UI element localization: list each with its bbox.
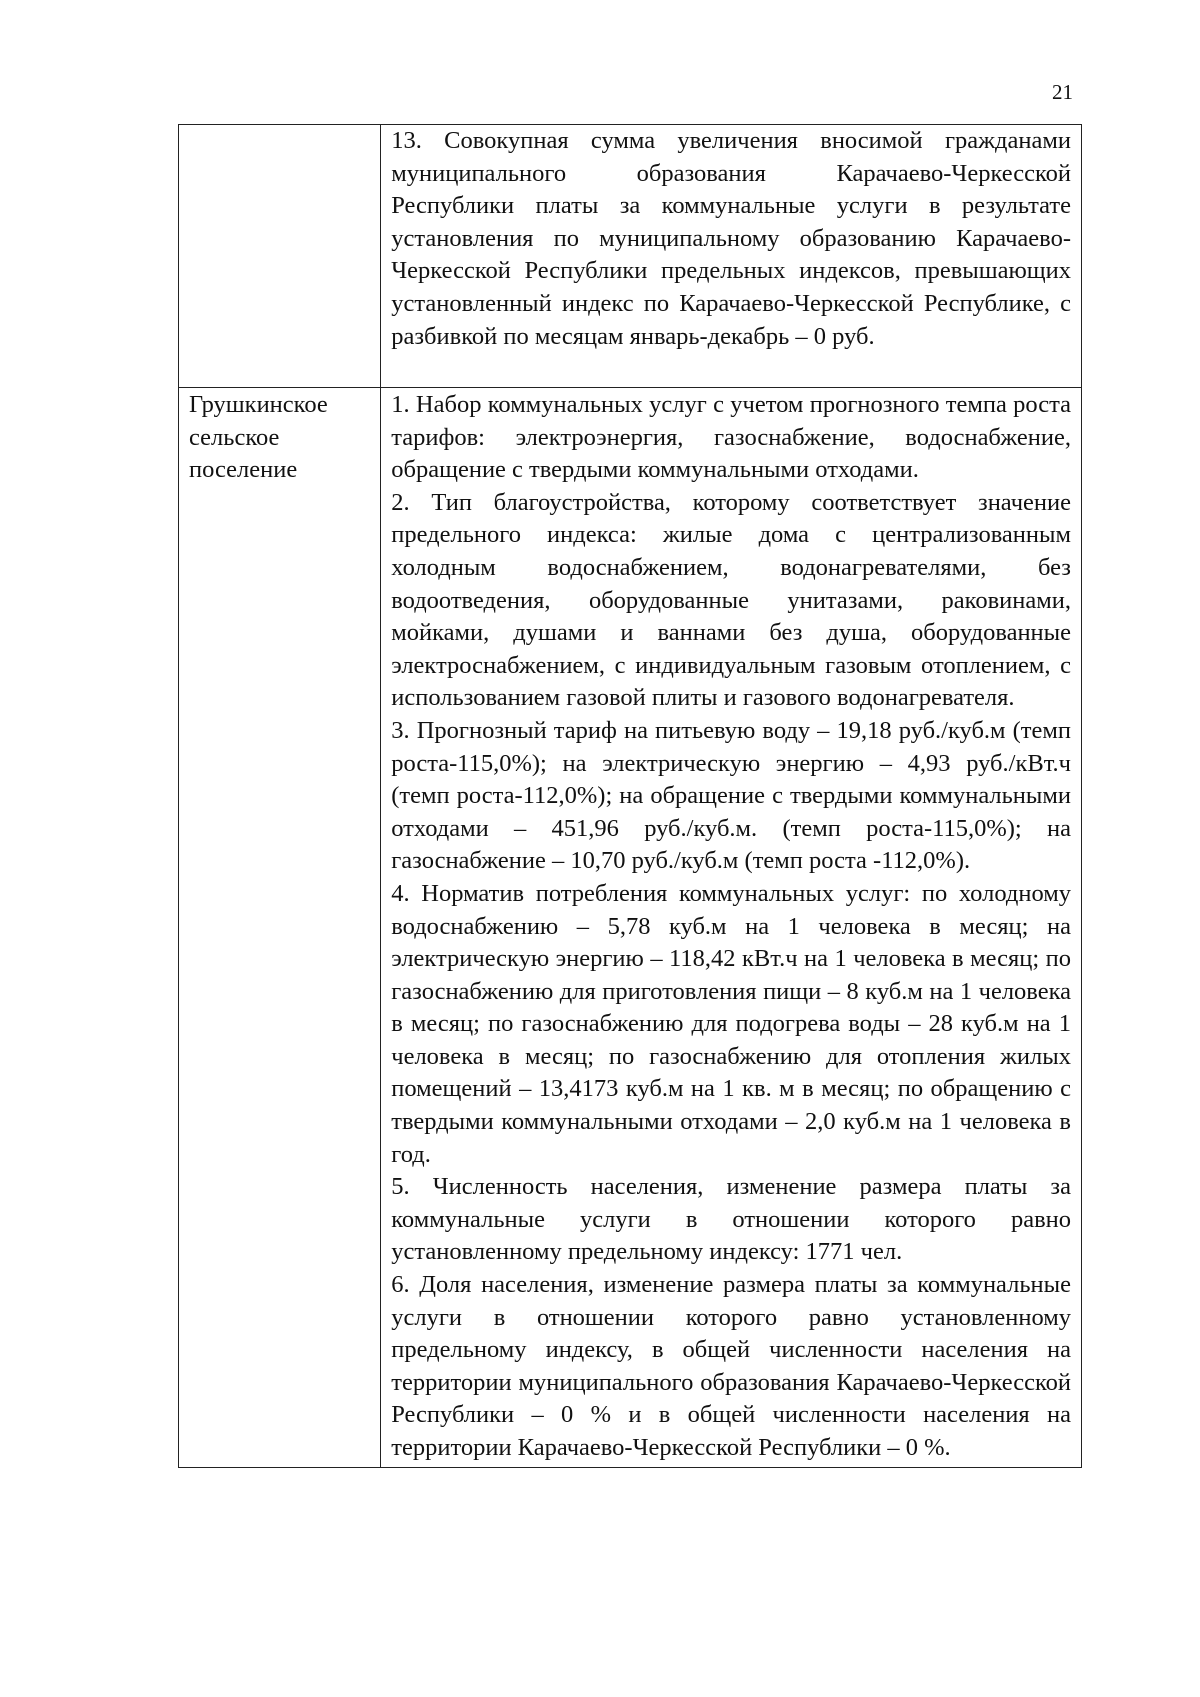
municipality-cell: Грушкинское сельское поселение [179,388,381,1468]
table-row [179,125,1082,388]
paragraph-5: 5. Численность населения, изменение размера платы за коммунальные услуги в отношении которого равно установленному предельному индексу: 1771 чел. [391,1173,1071,1266]
municipality-cell [179,125,381,388]
paragraph-4: 4. Норматив потребления коммунальных услуг: по холодному водоснабжению – 5,78 куб.м на 1 человека в месяц; на электрическую энергию – 118,42 кВт.ч на 1 человека в месяц; по газоснабжению для приготовления пищи – 8 куб.м на 1 человека в месяц; по газоснабжению для подогрева воды – 28 куб.м на 1 человека в месяц; по газоснабжению для отопления жилых помещений – 13,4173 куб.м на 1 кв. м в месяц; по обращению с твердыми коммунальными отходами – 2,0 куб.м на 1 человека в год. [391,879,1071,1168]
description-cell [381,125,1082,388]
page-number: 21 [1052,80,1073,104]
paragraph-1: 1. Набор коммунальных услуг с учетом прогнозного темпа роста тарифов: электроэнергия, газоснабжение, водоснабжение, обращение с твердыми коммунальными отходами. [391,391,1071,484]
description-cell [381,388,1082,1468]
table-row [179,388,1082,1468]
paragraph-3: 3. Прогнозный тариф на питьевую воду – 19,18 руб./куб.м (темп роста-115,0%); на электрическую энергию – 4,93 руб./кВт.ч (темп роста-112,0%); на обращение с твердыми коммунальными отходами – 451,96 руб./куб.м. (темп роста-115,0%); на газоснабжение – 10,70 руб./куб.м (темп роста -112,0%). [391,716,1071,875]
tariff-table [178,124,1082,1468]
paragraph-13: 13. Совокупная сумма увеличения вносимой гражданами муниципального образования Карачаево-Черкесской Республики платы за коммунальные услуги в результате установления по муниципальному образованию Карачаево-Черкесской Республики предельных индексов, превышающих установленный индекс по Карачаево-Черкесской Республике, с разбивкой по месяцам январь-декабрь – 0 руб. [391,127,1071,350]
paragraph-2: 2. Тип благоустройства, которому соответствует значение предельного индекса: жилые дома с централизованным холодным водоснабжением, водонагревателями, без водоотведения, оборудованные унитазами, раковинами, мойками, душами и ваннами без душа, оборудованные электроснабжением, с индивидуальным газовым отоплением, с использованием газовой плиты и газового водонагревателя. [391,488,1071,712]
paragraph-6: 6. Доля населения, изменение размера платы за коммунальные услуги в отношении которого равно установленному предельному индексу, в общей численности населения на территории муниципального образования Карачаево-Черкесской Республики – 0 % и в общей численности населения на территории Карачаево-Черкесской Республики – 0 %. [391,1271,1071,1461]
